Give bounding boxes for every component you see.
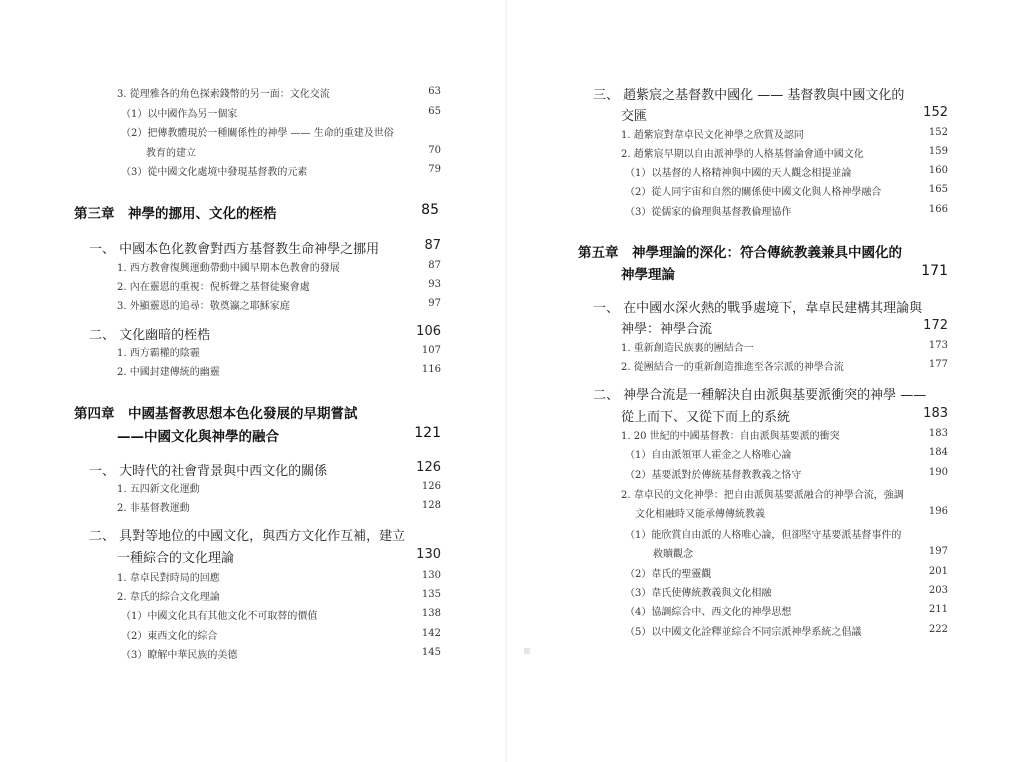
chapter-heading: 第五章 神學理論的深化：符合傳統教義兼具中國化的: [578, 245, 902, 261]
toc-entry-title: 救贖觀念: [653, 549, 693, 560]
section-heading: 二、 文化幽暗的桎梏: [89, 328, 211, 343]
toc-entry-title: 1. 20 世紀的中國基督教：自由派與基要派的衝突: [621, 431, 840, 442]
toc-entry-page: 165: [928, 184, 948, 195]
right-toc-page: [507, 0, 1014, 762]
toc-entry-title: （1）以中國作為另一個家: [121, 109, 238, 120]
section-heading: 二、 具對等地位的中國文化，與西方文化作互補，建立: [89, 529, 406, 544]
toc-entry-title: 1. 重新創造民族裏的團結合一: [621, 343, 754, 354]
toc-entry-title: （2）韋氏的聖靈觀: [625, 569, 712, 580]
chapter-heading: 第四章 中國基督教思想本色化發展的早期嘗試: [74, 406, 358, 422]
toc-entry-title: 2. 從團結合一的重新創造推進至各宗派的神學合流: [621, 362, 844, 373]
toc-entry-page: 159: [928, 146, 948, 157]
toc-entry-title: 1. 西方教會復興運動帶動中國早期本色教會的發展: [117, 263, 340, 274]
chapter-subtitle: ——中國文化與神學的融合: [117, 429, 279, 445]
toc-entry-title: 2. 趙紫宸早期以自由派神學的人格基督論會通中國文化: [621, 149, 864, 160]
toc-entry-page: 160: [928, 165, 948, 176]
toc-entry-title: （3）從中國文化處境中發現基督教的元素: [121, 167, 308, 178]
toc-entry-title: 1. 韋卓民對時局的回應: [117, 573, 220, 584]
toc-entry-title: 3. 從理雅各的角色探索錢幣的另一面：文化交流: [117, 89, 330, 100]
toc-entry-page: 79: [428, 164, 441, 175]
toc-entry-page: 130: [421, 570, 441, 581]
toc-entry-page: 128: [421, 500, 441, 511]
section-heading: 一、 大時代的社會背景與中西文化的關係: [89, 464, 328, 479]
section-page: 126: [416, 460, 441, 475]
toc-entry-page: 184: [928, 447, 948, 458]
toc-entry-page: 166: [928, 204, 948, 215]
section-page: 183: [923, 406, 948, 421]
toc-entry-page: 190: [928, 467, 948, 478]
toc-entry-title: 1. 五四新文化運動: [117, 484, 200, 495]
section-page: 152: [923, 105, 948, 120]
toc-entry-title: （2）把傳教體現於一種關係性的神學 —— 生命的重建及世俗: [121, 128, 394, 139]
chapter-page: 171: [921, 263, 948, 279]
section-heading-cont: 從上而下、又從下而上的系統: [621, 410, 791, 425]
toc-entry-title: 1. 趙紫宸對韋卓民文化神學之欣賞及認同: [621, 130, 804, 141]
toc-entry-page: 93: [428, 279, 441, 290]
toc-entry-page: 173: [928, 340, 948, 351]
chapter-heading: 第三章 神學的挪用、文化的桎梏: [74, 206, 277, 222]
toc-entry-page: 63: [428, 86, 441, 97]
section-page: 172: [923, 318, 948, 333]
toc-entry-title: （5）以中國文化詮釋並綜合不同宗派神學系統之倡議: [625, 627, 862, 638]
toc-entry-page: 97: [428, 298, 441, 309]
toc-entry-page: 152: [928, 127, 948, 138]
toc-entry-title: （3）從儒家的倫理與基督教倫理協作: [625, 207, 792, 218]
toc-entry-page: 183: [928, 428, 948, 439]
toc-entry-title: 2. 韋卓民的文化神學：把自由派與基要派融合的神學合流，強調: [621, 490, 904, 501]
toc-entry-title: 2. 中國封建傳統的幽靈: [117, 367, 220, 378]
section-page: 106: [416, 324, 441, 339]
toc-entry-title: （1）中國文化具有其他文化不可取替的價值: [121, 611, 318, 622]
toc-entry-title: （1）以基督的人格精神與中國的天人觀念相提並論: [625, 168, 852, 179]
toc-entry-page: 203: [928, 585, 948, 596]
toc-entry-page: 116: [421, 364, 441, 375]
section-page: 87: [424, 238, 441, 253]
toc-entry-title: 文化相融時又能承傳傳統教義: [635, 509, 765, 520]
toc-entry-page: 177: [928, 359, 948, 370]
toc-entry-page: 222: [928, 624, 948, 635]
toc-entry-page: 201: [928, 566, 948, 577]
toc-entry-title: （3）韋氏使傳統教義與文化相融: [625, 588, 772, 599]
chapter-page: 121: [414, 425, 441, 441]
toc-entry-title: 3. 外顯靈恩的追尋：敬奠瀛之耶穌家庭: [117, 301, 290, 312]
section-heading: 三、 趙紫宸之基督教中國化 —— 基督教與中國文化的: [593, 88, 905, 103]
toc-entry-title: 1. 西方霸權的陰霾: [117, 348, 200, 359]
toc-entry-title: （3）瞭解中華民族的美德: [121, 650, 238, 661]
toc-entry-title: （1）自由派領軍人霍金之人格唯心論: [625, 450, 792, 461]
toc-entry-page: 126: [421, 481, 441, 492]
toc-entry-title: 2. 非基督教運動: [117, 503, 190, 514]
toc-entry-page: 211: [928, 604, 948, 615]
toc-entry-page: 142: [421, 628, 441, 639]
toc-entry-page: 135: [421, 589, 441, 600]
toc-entry-page: 145: [421, 647, 441, 658]
toc-entry-page: 70: [428, 145, 441, 156]
section-heading-cont: 一種綜合的文化理論: [117, 551, 235, 566]
toc-entry-page: 65: [428, 106, 441, 117]
toc-entry-title: （1）能欣賞自由派的人格唯心論，但卻堅守基要派基督事件的: [625, 530, 902, 541]
toc-entry-page: 138: [421, 608, 441, 619]
section-heading: 一、 中國本色化教會對西方基督教生命神學之挪用: [89, 242, 380, 257]
chapter-page: 85: [421, 202, 439, 218]
toc-entry-page: 107: [421, 345, 441, 356]
toc-entry-title: 2. 內在靈恩的重視：倪柝聲之基督徒聚會處: [117, 282, 310, 293]
section-heading-cont: 神學：神學合流: [621, 322, 713, 337]
toc-entry-title: （4）協調綜合中、西文化的神學思想: [625, 607, 792, 618]
toc-entry-page: 87: [428, 260, 441, 271]
chapter-heading-cont: 神學理論: [621, 267, 675, 283]
toc-entry-title: （2）基要派對於傳統基督教教義之恪守: [625, 470, 802, 481]
toc-entry-title: 教育的建立: [146, 148, 196, 159]
toc-entry-page: 196: [928, 506, 948, 517]
section-heading: 二、 神學合流是一種解決自由派與基要派衝突的神學 ——: [593, 388, 927, 403]
section-heading-cont: 交匯: [621, 109, 648, 124]
section-page: 130: [416, 547, 441, 562]
toc-entry-page: 197: [928, 546, 948, 557]
toc-entry-title: （2）東西文化的綜合: [121, 631, 218, 642]
section-heading: 一、 在中國水深火熱的戰爭處境下，韋卓民建構其理論與: [593, 301, 923, 316]
toc-entry-title: （2）從人同宇宙和自然的關係使中國文化與人格神學融合: [625, 187, 882, 198]
toc-entry-title: 2. 韋氏的綜合文化理論: [117, 592, 220, 603]
